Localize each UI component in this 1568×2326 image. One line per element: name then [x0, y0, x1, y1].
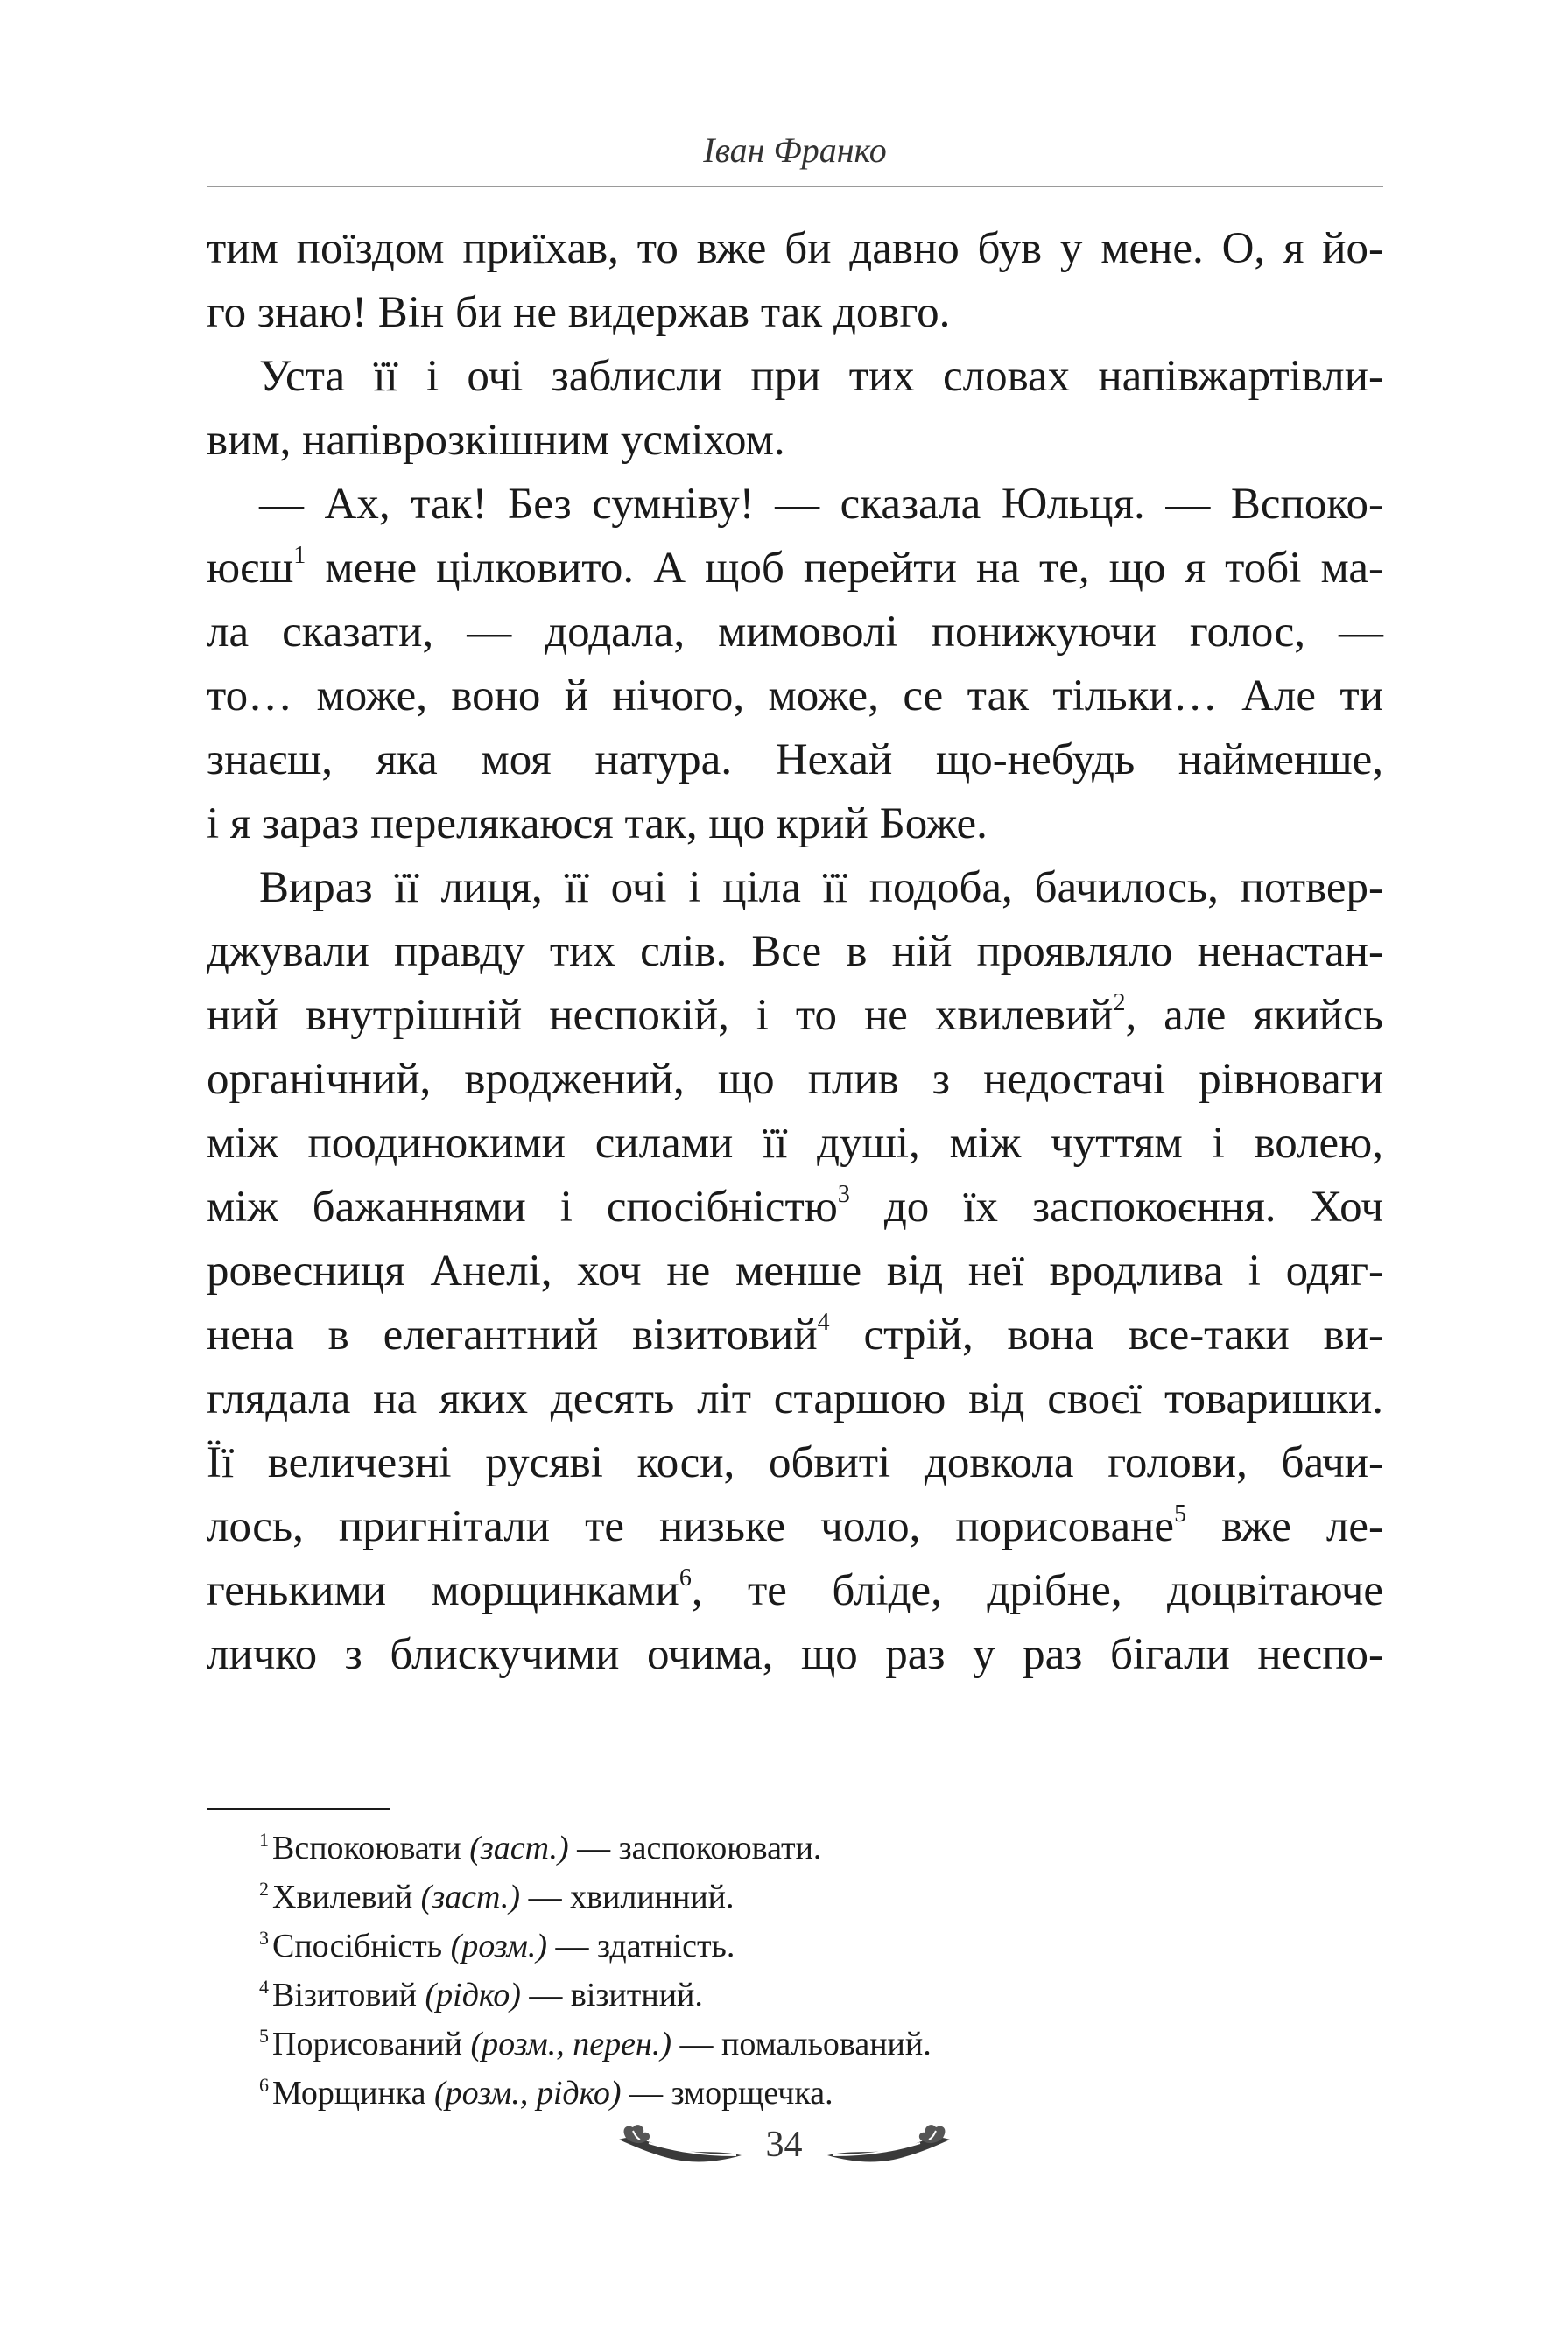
footnote-term: Вспокоювати [272, 1830, 461, 1866]
text-segment: вже ле- [1186, 1502, 1383, 1551]
text-line: — Ах, так! Без сумніву! — сказала Юльця. — Вспоко- [259, 480, 1383, 529]
footnote-term: Спосібність [272, 1928, 443, 1964]
footnote-ref: 1 [293, 542, 306, 569]
text-segment: до їх заспокоєння. Хоч [849, 1183, 1383, 1232]
footnote-ref: 2 [1113, 989, 1126, 1016]
running-header: Іван Франко [703, 130, 887, 170]
footnote-number: 6 [259, 2074, 269, 2096]
footnote-number: 2 [259, 1878, 269, 1900]
page-folio [0, 2114, 1568, 2175]
footnote-number: 1 [259, 1829, 269, 1851]
text-segment: , але якийсь [1125, 991, 1383, 1040]
left-floral-ornament-icon [614, 2120, 745, 2169]
footnote-usage-note: (розм.) [450, 1928, 548, 1964]
footnote-definition: — зморщечка. [621, 2075, 833, 2112]
text-line: вим, напіврозкішним усміхом. [207, 416, 785, 465]
header-rule [207, 186, 1383, 187]
text-segment: стрій, вона все-таки ви- [829, 1311, 1383, 1360]
footnote-ref: 6 [679, 1564, 692, 1592]
text-line: ла сказати, — додала, мимоволі понижуючи голос, — [207, 608, 1383, 657]
text-line: між поодинокими силами її душі, між чуттям і волею, [207, 1119, 1383, 1168]
footnote [259, 2069, 1380, 2118]
footnote [259, 1824, 1380, 1873]
text-line [207, 1559, 1383, 1623]
footnote [259, 1873, 1380, 1922]
footnote-term: Морщинка [272, 2075, 426, 2112]
text-line: ровесниця Анелі, хоч не менше від неї вродлива і одяг- [207, 1247, 1383, 1296]
text-line: органічний, вроджений, що плив з недостачі рівноваги [207, 1055, 1383, 1104]
footnote-definition: — помальований. [671, 2026, 932, 2062]
text-line: Уста її і очі заблисли при тих словах напівжартівли- [259, 352, 1383, 401]
footnote [259, 2020, 1380, 2069]
footnote-ref: 3 [837, 1181, 850, 1208]
right-floral-ornament-icon [824, 2120, 955, 2169]
footnote-usage-note: (рідко) [425, 1977, 521, 2013]
footnote [259, 1971, 1380, 2020]
text-line: глядала на яких десять літ старшою від своєї товаришки. [207, 1374, 1383, 1423]
text-segment: між бажаннями і спосібністю [207, 1183, 838, 1232]
footnote-definition: — хвилинний. [520, 1879, 735, 1915]
footnote-separator [207, 1808, 390, 1810]
footnote-definition: — візитний. [520, 1977, 703, 2013]
footnote [259, 1922, 1380, 1971]
footnote-ref: 5 [1174, 1500, 1187, 1528]
text-segment: юєш [207, 544, 294, 593]
footnote-definition: — заспокоювати. [568, 1830, 822, 1866]
footnote-term: Візитовий [272, 1977, 417, 2013]
footnote-number: 4 [259, 1976, 269, 1998]
footnote-usage-note: (розм., рідко) [434, 2075, 622, 2112]
text-line: тим поїздом приїхав, то вже би давно був у мене. О, я йо- [207, 224, 1383, 273]
text-line [207, 1176, 1383, 1240]
text-line [207, 1495, 1383, 1559]
footnote-usage-note: (розм., перен.) [470, 2026, 671, 2062]
text-line: Вираз її лиця, її очі і ціла її подоба, бачилось, потвер- [259, 863, 1383, 912]
footnote-number: 3 [259, 1927, 269, 1949]
text-line [207, 1304, 1383, 1367]
footnote-usage-note: (заст.) [469, 1830, 569, 1866]
footnote-number: 5 [259, 2025, 269, 2047]
text-line: Її величезні русяві коси, обвиті довкола голови, бачи- [207, 1438, 1383, 1487]
footnotes [259, 1824, 1380, 2118]
text-segment: нена в елегантний візитовий [207, 1311, 818, 1360]
text-line: і я зараз перелякаюся так, що крий Боже. [207, 799, 988, 848]
text-segment: мене цілковито. А щоб перейти на те, що я тобі ма- [306, 544, 1383, 593]
footnote-usage-note: (заст.) [420, 1879, 521, 1915]
text-line: джували правду тих слів. Все в ній проявляло ненастан- [207, 927, 1383, 976]
text-line [207, 984, 1383, 1048]
footnote-term: Порисований [272, 2026, 462, 2062]
footnote-definition: — здатність. [547, 1928, 735, 1964]
footnote-ref: 4 [817, 1309, 830, 1336]
footnote-term: Хвилевий [272, 1879, 413, 1915]
text-segment: генькими морщинками [207, 1566, 679, 1615]
text-line [207, 537, 1383, 601]
text-line: личко з блискучими очима, що раз у раз бігали неспо- [207, 1630, 1383, 1679]
text-segment: лось, пригнітали те низьке чоло, порисоване [207, 1502, 1175, 1551]
page-number: 34 [765, 2125, 803, 2165]
text-line: знаєш, яка моя натура. Нехай що-небудь найменше, [207, 735, 1383, 784]
text-line: го знаю! Він би не видержав так довго. [207, 288, 951, 337]
text-segment: ний внутрішній неспокій, і то не хвилевий [207, 991, 1114, 1040]
text-segment: , те бліде, дрібне, доцвітаюче [691, 1566, 1383, 1615]
text-line: то… може, воно й нічого, може, се так тільки… Але ти [207, 671, 1383, 720]
body-text [207, 217, 1383, 1687]
